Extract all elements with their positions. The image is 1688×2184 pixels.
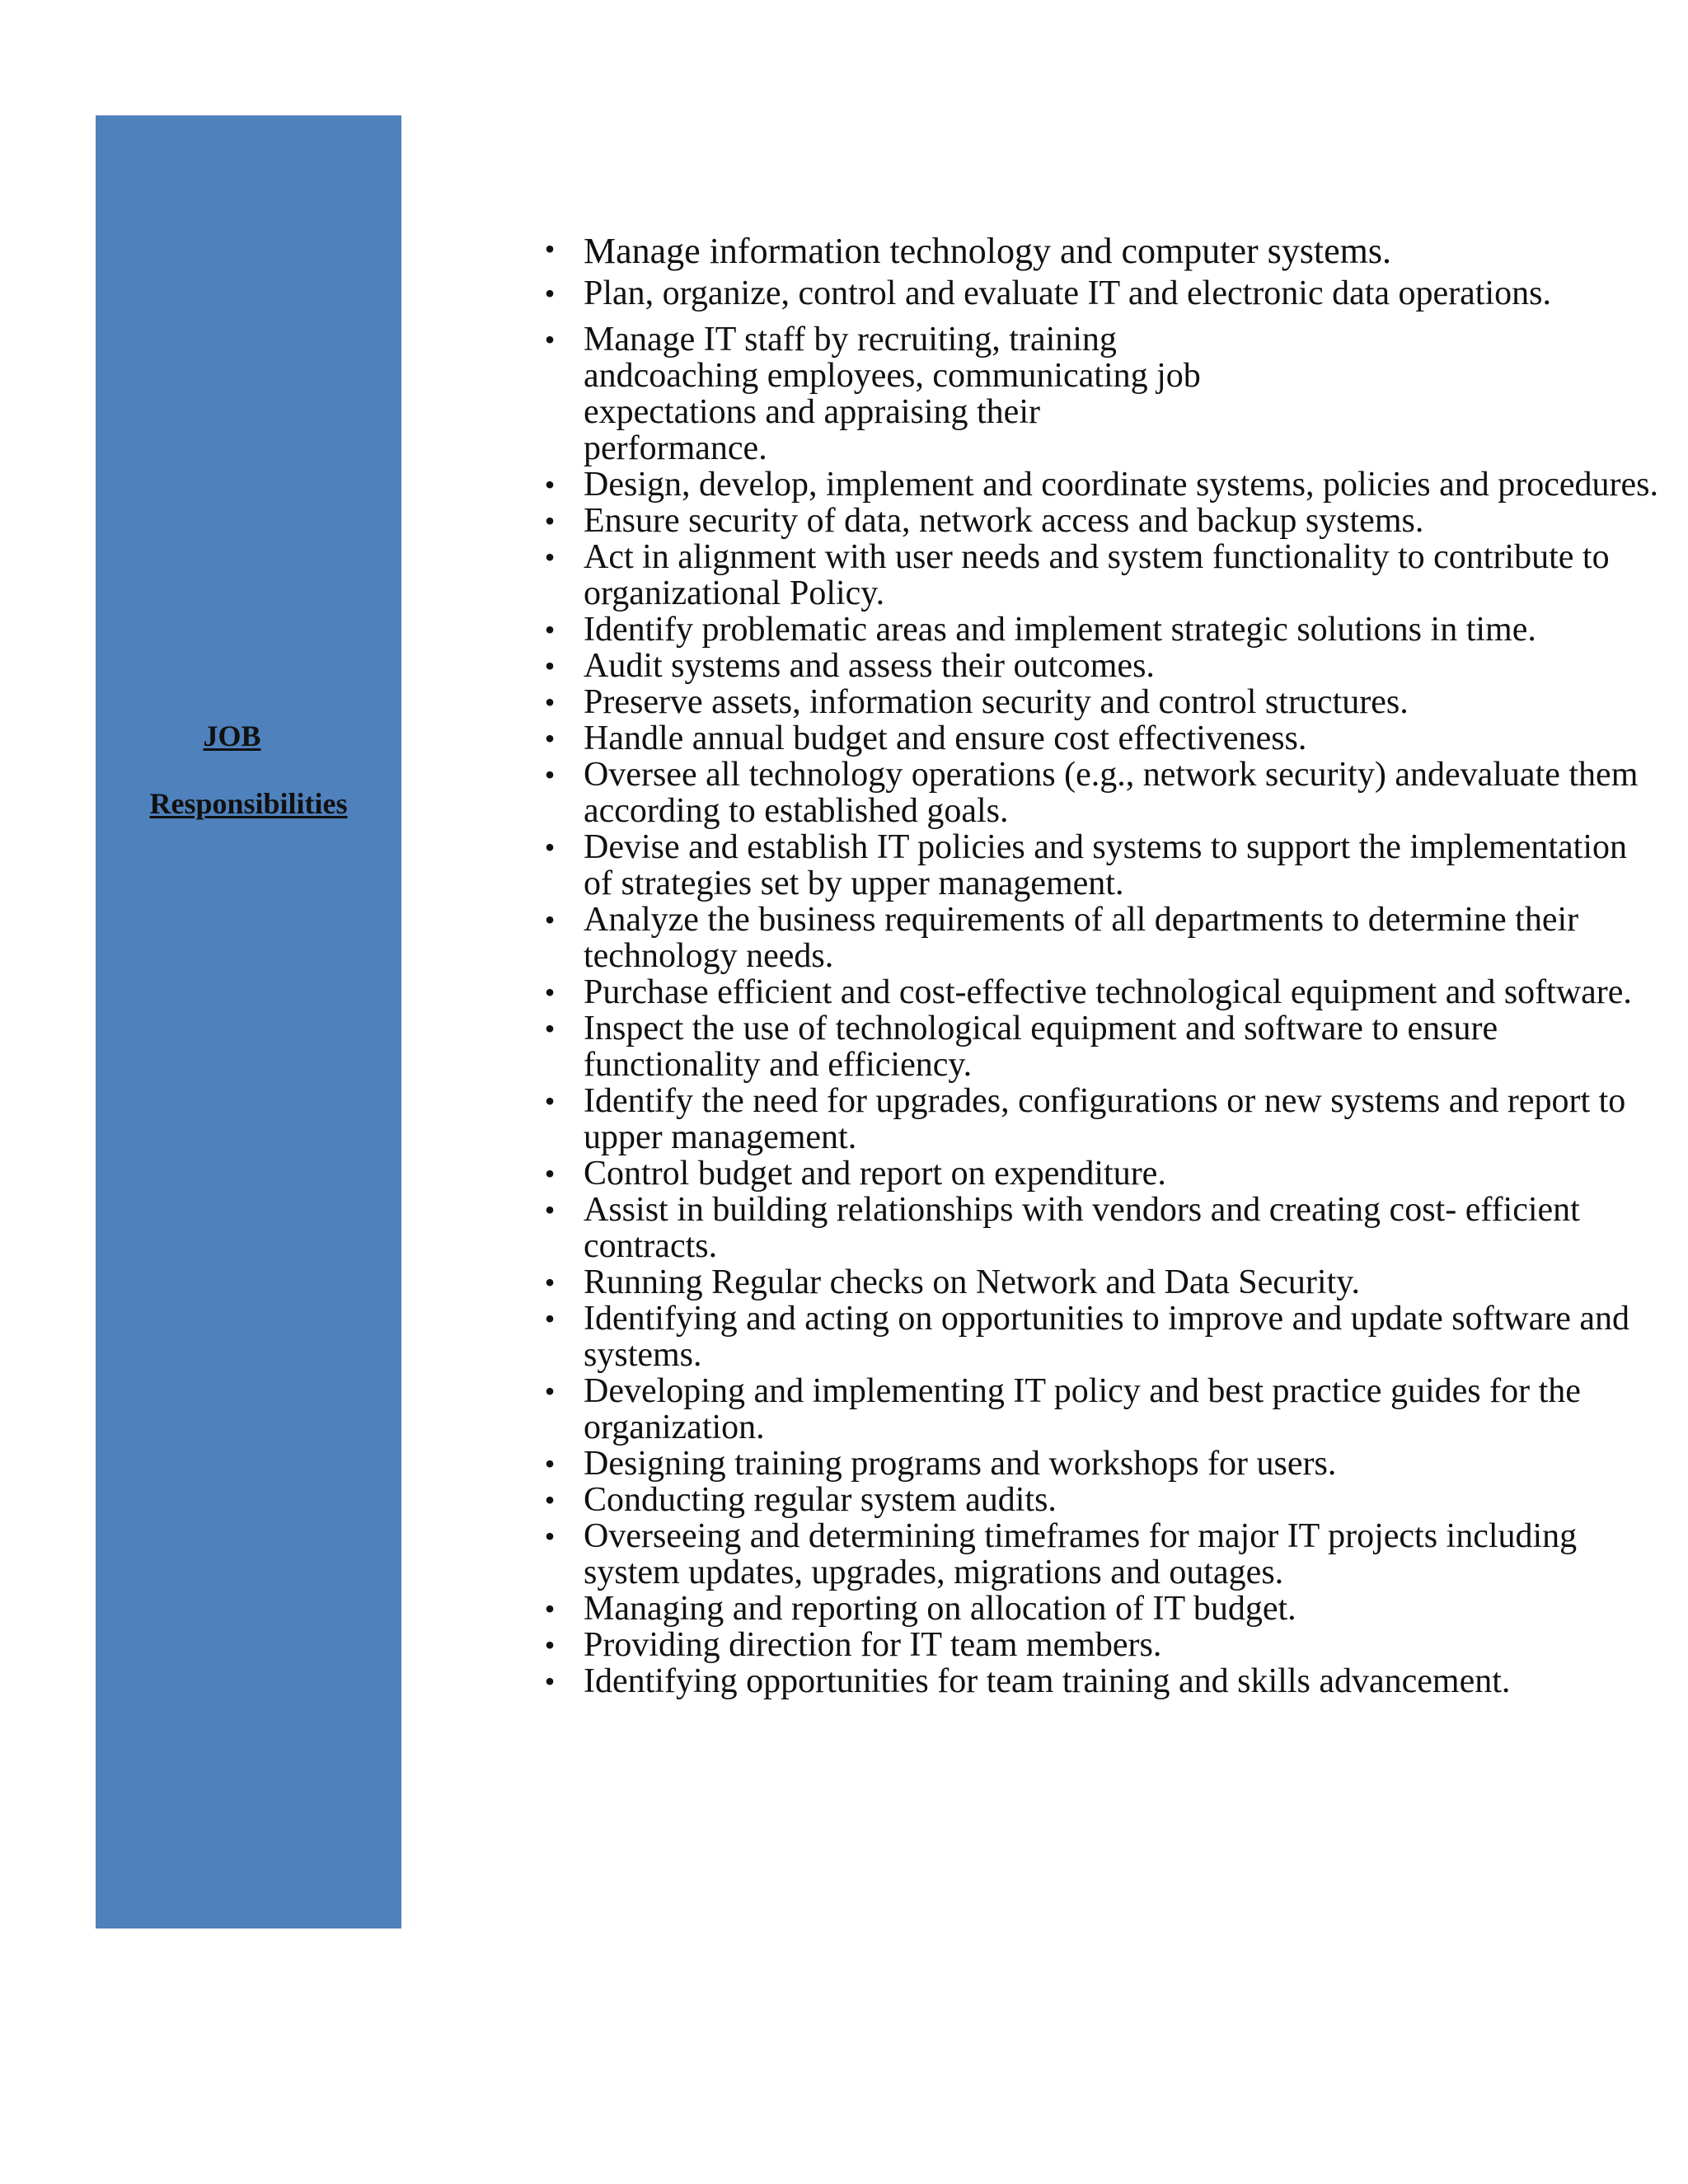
list-item bbox=[537, 1264, 1662, 1301]
bullet-icon: • bbox=[544, 468, 556, 501]
bullet-icon: • bbox=[544, 232, 556, 265]
bullet-icon: • bbox=[544, 277, 556, 310]
list-item-text: Identifying opportunities for team training and skills advancement. bbox=[584, 1662, 1511, 1700]
bullet-icon: • bbox=[544, 1012, 556, 1045]
list-item bbox=[537, 829, 1662, 902]
list-item bbox=[537, 466, 1662, 503]
list-item bbox=[537, 612, 1662, 648]
list-item-text: Identify the need for upgrades, configurations or new systems and report to upper management. bbox=[584, 1082, 1626, 1156]
list-item-text: Running Regular checks on Network and Data Security. bbox=[584, 1263, 1361, 1301]
list-item-text: Assist in building relationships with vendors and creating cost- efficient contracts. bbox=[584, 1191, 1580, 1265]
list-item-text: Managing and reporting on allocation of IT budget. bbox=[584, 1590, 1296, 1628]
list-item bbox=[537, 1192, 1662, 1264]
list-item bbox=[537, 275, 1662, 312]
bullet-icon: • bbox=[544, 722, 556, 755]
list-item bbox=[537, 1155, 1662, 1192]
bullet-icon: • bbox=[544, 903, 556, 936]
list-item bbox=[537, 1518, 1662, 1591]
bullet-icon: • bbox=[544, 1157, 556, 1190]
list-item-text: Purchase efficient and cost-effective technological equipment and software. bbox=[584, 973, 1632, 1011]
bullet-icon: • bbox=[544, 1592, 556, 1625]
list-item bbox=[537, 539, 1662, 612]
list-item-text: Design, develop, implement and coordinate systems, policies and procedures. bbox=[584, 466, 1658, 504]
bullet-icon: • bbox=[544, 1375, 556, 1408]
list-item bbox=[537, 321, 1226, 466]
list-item bbox=[537, 1627, 1662, 1663]
list-item-text: Providing direction for IT team members. bbox=[584, 1626, 1162, 1664]
list-item-text: Identify problematic areas and implement strategic solutions in time. bbox=[584, 611, 1536, 649]
list-item-text: Inspect the use of technological equipment and software to ensure functionality and efficiency. bbox=[584, 1010, 1498, 1084]
bullet-icon: • bbox=[544, 1266, 556, 1299]
list-item bbox=[537, 974, 1662, 1010]
list-item-text: Conducting regular system audits. bbox=[584, 1481, 1057, 1519]
list-item bbox=[537, 1591, 1662, 1627]
list-item-text: Analyze the business requirements of all departments to determine their technology needs. bbox=[584, 901, 1579, 975]
list-item-text: Manage information technology and computer systems. bbox=[584, 231, 1391, 271]
list-item-text: Designing training programs and workshops for users. bbox=[584, 1445, 1337, 1483]
side-heading bbox=[96, 719, 401, 821]
bullet-icon: • bbox=[544, 323, 556, 356]
bullet-icon: • bbox=[544, 1665, 556, 1698]
list-item-text: Ensure security of data, network access and backup systems. bbox=[584, 502, 1424, 540]
bullet-icon: • bbox=[544, 1447, 556, 1480]
bullet-icon: • bbox=[544, 613, 556, 646]
bullet-icon: • bbox=[544, 1085, 556, 1118]
bullet-icon: • bbox=[544, 1193, 556, 1226]
bullet-icon: • bbox=[544, 1520, 556, 1553]
list-item-text: Preserve assets, information security and control structures. bbox=[584, 683, 1409, 721]
list-item bbox=[537, 720, 1662, 757]
bullet-icon: • bbox=[544, 976, 556, 1009]
list-item bbox=[537, 1373, 1662, 1446]
heading-responsibilities: Responsibilities bbox=[149, 787, 348, 820]
list-item bbox=[537, 231, 1662, 272]
list-item-text: Identifying and acting on opportunities to improve and update software and systems. bbox=[584, 1300, 1630, 1374]
list-item-text: Audit systems and assess their outcomes. bbox=[584, 647, 1155, 685]
bullet-icon: • bbox=[544, 541, 556, 574]
bullet-icon: • bbox=[544, 649, 556, 682]
list-item-text: Plan, organize, control and evaluate IT and electronic data operations. bbox=[584, 274, 1551, 312]
list-item bbox=[537, 1482, 1662, 1518]
list-item bbox=[537, 1301, 1662, 1373]
bullet-icon: • bbox=[544, 1302, 556, 1335]
heading-job: JOB bbox=[203, 719, 261, 752]
bullet-icon: • bbox=[544, 758, 556, 791]
bullet-icon: • bbox=[544, 831, 556, 864]
responsibilities-list bbox=[537, 231, 1662, 1699]
list-item-text: Act in alignment with user needs and system functionality to contribute to organizational Policy. bbox=[584, 538, 1610, 612]
list-item bbox=[537, 1010, 1662, 1083]
list-item bbox=[537, 757, 1662, 829]
side-panel bbox=[96, 115, 401, 1929]
list-item-text: Manage IT staff by recruiting, training andcoaching employees, communicating job expectations and appraising their performance. bbox=[584, 321, 1201, 467]
list-item-text: Handle annual budget and ensure cost effectiveness. bbox=[584, 719, 1307, 757]
list-item bbox=[537, 1446, 1662, 1482]
list-item-text: Oversee all technology operations (e.g., network security) andevaluate them according to established goals. bbox=[584, 756, 1639, 830]
list-item-text: Devise and establish IT policies and systems to support the implementation of strategies set by upper management. bbox=[584, 828, 1628, 902]
list-item bbox=[537, 1083, 1662, 1155]
list-item-text: Overseeing and determining timeframes for major IT projects including system updates, upgrades, migrations and outages. bbox=[584, 1517, 1578, 1591]
bullet-icon: • bbox=[544, 1483, 556, 1516]
list-item-text: Developing and implementing IT policy and best practice guides for the organization. bbox=[584, 1372, 1581, 1446]
list-item-text: Control budget and report on expenditure. bbox=[584, 1155, 1166, 1193]
list-item bbox=[537, 684, 1662, 720]
bullet-icon: • bbox=[544, 686, 556, 719]
list-item bbox=[537, 503, 1662, 539]
list-item bbox=[537, 902, 1662, 974]
bullet-icon: • bbox=[544, 1629, 556, 1661]
bullet-icon: • bbox=[544, 504, 556, 537]
list-item bbox=[537, 648, 1662, 684]
list-item bbox=[537, 1663, 1662, 1699]
